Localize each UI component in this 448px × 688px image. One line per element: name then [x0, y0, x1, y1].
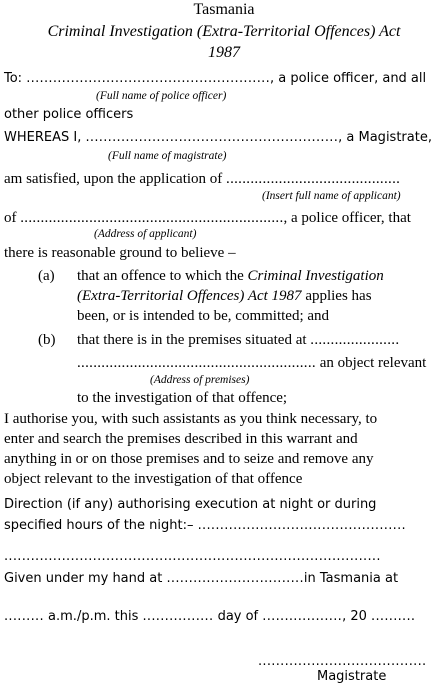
satisfied-text: am satisfied, upon the application of: [4, 171, 223, 187]
whereas-suffix: , a Magistrate,: [338, 130, 432, 145]
to-caption: (Full name of police officer): [96, 90, 227, 102]
given-suffix: in Tasmania at: [303, 571, 399, 586]
item-b-line1-text: that there is in the premises situated at: [77, 332, 307, 348]
authorise-line-2: enter and search the premises described in this warrant and: [4, 431, 358, 447]
signature-label: Magistrate: [317, 669, 387, 684]
year-dots: ..........: [371, 609, 416, 624]
direction-dots-1: ...............................................: [197, 518, 406, 533]
to-continuation: other police officers: [4, 107, 134, 122]
item-a-line2-text: applies has: [305, 288, 372, 304]
month-dots: ..................: [262, 609, 343, 624]
item-a-line2-italic: (Extra-Territorial Offences) Act 1987: [77, 288, 302, 304]
of-prefix: of: [4, 210, 17, 226]
item-b-line2-text: an object relevant: [319, 355, 427, 371]
item-a-marker: (a): [38, 268, 55, 284]
time-dots: .........: [4, 609, 44, 624]
to-dots: .......................................................: [26, 71, 270, 86]
item-a-line1-text: that an offence to which the: [77, 268, 244, 284]
premises-dots: ......................: [310, 332, 400, 348]
item-a-line1-italic: Criminal Investigation: [247, 268, 384, 284]
day-dots: ................: [142, 609, 214, 624]
whereas-prefix: WHEREAS I,: [4, 130, 82, 145]
year-prefix: , 20: [342, 609, 367, 624]
ground-line: there is reasonable ground to believe –: [4, 245, 236, 261]
item-a-line3: been, or is intended to be, committed; and: [77, 308, 330, 324]
item-b-marker: (b): [38, 332, 56, 348]
act-year: 1987: [208, 44, 240, 61]
applicant-caption: (Insert full name of applicant): [262, 190, 401, 202]
whereas-caption: (Full name of magistrate): [108, 150, 227, 162]
to-prefix: To:: [4, 71, 23, 86]
authorise-line-1: I authorise you, with such assistants as you think necessary, to: [4, 411, 378, 427]
ampm-text: a.m./p.m. this: [48, 609, 139, 624]
premises-address-dots: ...........................................................: [77, 355, 316, 371]
satisfied-dots: ...........................................: [226, 171, 401, 187]
direction-line-2-text: specified hours of the night:–: [4, 518, 194, 533]
item-b-line1: [77, 333, 399, 348]
given-place-dots: ...............................: [166, 571, 304, 586]
satisfied-line: [4, 172, 400, 187]
given-prefix: Given under my hand at: [4, 571, 163, 586]
authorise-line-4: object relevant to the investigation of that offence: [4, 471, 303, 487]
applicant-address-caption: (Address of applicant): [94, 228, 197, 240]
whereas-dots: .........................................................: [85, 130, 339, 145]
signature-dots: ......................................: [258, 654, 427, 669]
direction-line-1: Direction (if any) authorising execution at night or during: [4, 497, 377, 512]
direction-line-2: [4, 519, 406, 532]
item-a-line2: [77, 289, 372, 304]
item-b-line2: [77, 356, 426, 371]
given-line: [4, 572, 398, 585]
date-line: [4, 610, 415, 623]
premises-caption: (Address of premises): [150, 374, 250, 386]
day-of-text: day of: [217, 609, 259, 624]
direction-dots-2: .....................................................................................: [4, 549, 381, 564]
to-line: [4, 72, 426, 85]
whereas-line: [4, 131, 432, 144]
to-suffix: , a police officer, and all: [270, 71, 427, 86]
item-b-line3: to the investigation of that offence;: [77, 390, 288, 406]
of-dots: .................................................................: [20, 210, 284, 226]
item-a-line1: [77, 269, 384, 284]
act-title: Criminal Investigation (Extra-Territorial Offences) Act: [47, 23, 401, 40]
of-suffix: , a police officer, that: [283, 210, 411, 226]
state-heading: Tasmania: [193, 1, 255, 18]
authorise-line-3: anything in or on those premises and to seize and remove any: [4, 451, 374, 467]
of-line: [4, 211, 411, 226]
